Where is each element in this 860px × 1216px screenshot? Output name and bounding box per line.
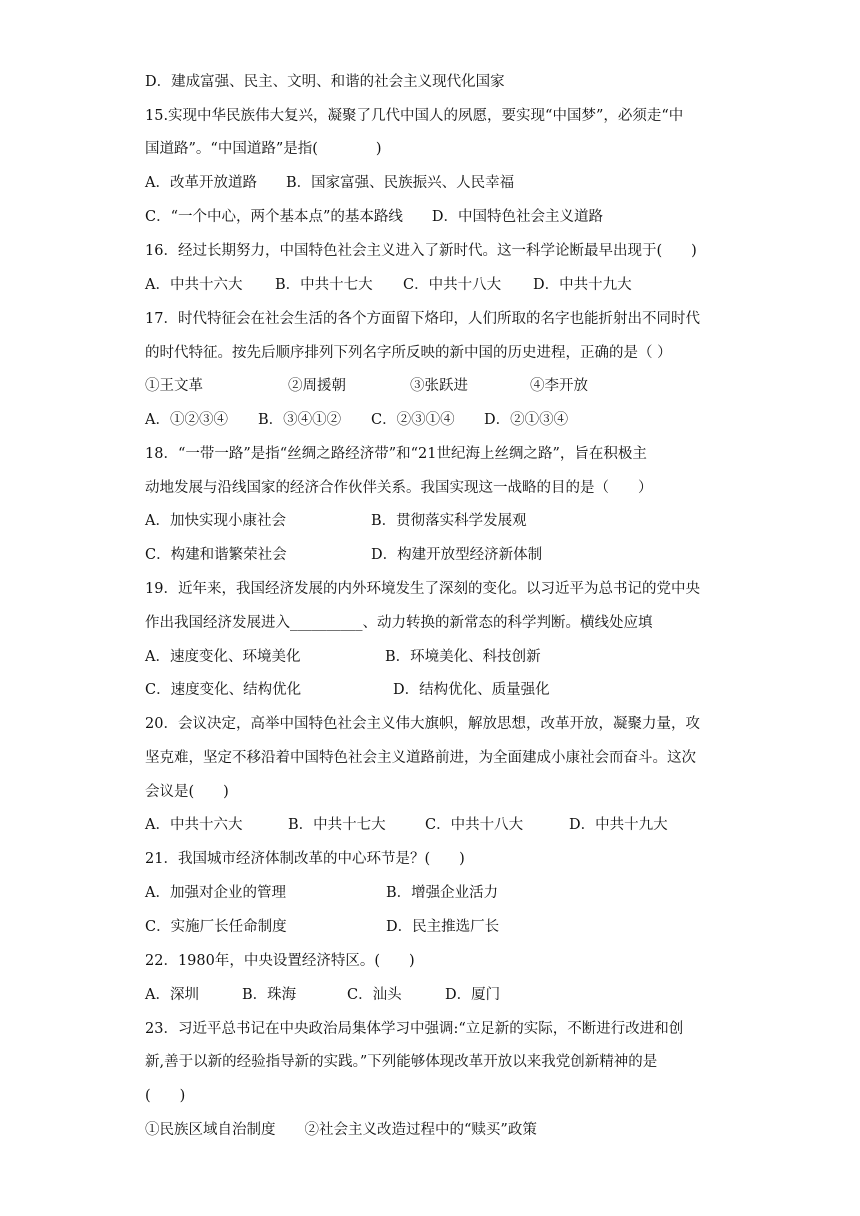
q18-option-d: D．构建开放型经济新体制: [371, 547, 543, 563]
q14-option-d: D．建成富强、民主、文明、和谐的社会主义现代化国家: [145, 74, 505, 90]
q18-options-row1: [145, 511, 728, 531]
q15-options-row2: C．“一个中心，两个基本点”的基本路线 D．中国特色社会主义道路: [145, 209, 604, 225]
q16-option-b: B．中共十七大: [275, 277, 373, 293]
q17-option-a: A．①②③④: [145, 412, 228, 428]
q20-option-d: D．中共十九大: [569, 817, 668, 833]
q17-option-d: D．②①③④: [484, 412, 569, 428]
q15-options-row1: A．改革开放道路 B．国家富强、民族振兴、人民幸福: [145, 175, 515, 191]
q15-stem-line1: 15.实现中华民族伟大复兴，凝聚了几代中国人的夙愿，要实现“中国梦”，必须走“中: [145, 108, 684, 124]
q20-option-a: A．中共十六大: [145, 817, 243, 833]
q21-options-row1: [145, 883, 728, 903]
q19-option-c: C．速度变化、结构优化: [145, 682, 302, 698]
q23-stem-line1: 23．习近平总书记在中央政治局集体学习中强调:“立足新的实际，不断进行改进和创: [145, 1021, 684, 1037]
q23-stem-line2: 新,善于以新的经验指导新的实践。”下列能够体现改革开放以来我党创新精神的是: [145, 1054, 658, 1070]
q18-option-a: A．加快实现小康社会: [145, 513, 286, 529]
q17-item-2: ②周援朝: [288, 378, 346, 394]
q20-option-b: B．中共十七大: [288, 817, 386, 833]
q19-option-a: A．速度变化、环境美化: [145, 649, 301, 665]
q18-stem-line1: 18．“一带一路”是指“丝绸之路经济带”和“21世纪海上丝绸之路”，旨在积极主: [145, 446, 647, 462]
q22-option-c: C．汕头: [347, 987, 402, 1003]
q16-stem: 16．经过长期努力，中国特色社会主义进入了新时代。这一科学论断最早出现于( ): [145, 243, 697, 259]
q17-option-b: B．③④①②: [258, 412, 342, 428]
q21-option-c: C．实施厂长任命制度: [145, 919, 287, 935]
q22-stem: 22．1980年，中央设置经济特区。( ): [145, 953, 415, 969]
q21-option-b: B．增强企业活力: [386, 885, 499, 901]
q19-option-b: B．环境美化、科技创新: [385, 649, 541, 665]
q20-option-c: C．中共十八大: [425, 817, 524, 833]
q22-option-b: B．珠海: [242, 987, 297, 1003]
q23-items-row1: ①民族区域自治制度 ②社会主义改造过程中的“赎买”政策: [145, 1122, 537, 1138]
q20-options: [145, 815, 728, 835]
q19-option-d: D．结构优化、质量强化: [393, 682, 550, 698]
q16-option-a: A．中共十六大: [145, 277, 243, 293]
q22-options: [145, 985, 728, 1005]
q16-option-d: D．中共十九大: [533, 277, 632, 293]
q16-option-c: C．中共十八大: [403, 277, 502, 293]
q15-stem-line2: 国道路”。“中国道路”是指( ): [145, 141, 382, 157]
q21-option-a: A．加强对企业的管理: [145, 885, 286, 901]
q20-stem-line2: 坚克难，坚定不移沿着中国特色社会主义道路前进，为全面建成小康社会而奋斗。这次: [145, 750, 696, 766]
q17-stem-line2: 的时代特征。按先后顺序排列下列名字所反映的新中国的历史进程，正确的是（ ）: [145, 345, 672, 361]
q21-option-d: D．民主推选厂长: [386, 919, 500, 935]
q16-options: [145, 275, 728, 295]
q21-options-row2: [145, 917, 728, 937]
q18-option-c: C．构建和谐繁荣社会: [145, 547, 287, 563]
q23-stem-line3: ( ): [145, 1088, 186, 1104]
q17-item-1: ①王文革: [145, 378, 203, 394]
q18-option-b: B．贯彻落实科学发展观: [371, 513, 527, 529]
q18-options-row2: [145, 545, 728, 565]
q21-stem: 21．我国城市经济体制改革的中心环节是？( ): [145, 851, 465, 867]
q17-option-c: C．②③①④: [371, 412, 455, 428]
q19-options-row1: [145, 647, 728, 667]
q17-stem-line1: 17．时代特征会在社会生活的各个方面留下烙印，人们所取的名字也能折射出不同时代: [145, 311, 700, 327]
q17-item-4: ④李开放: [530, 378, 588, 394]
q22-option-a: A．深圳: [145, 987, 199, 1003]
q17-items: [145, 376, 728, 396]
q20-stem-line1: 20．会议决定，高举中国特色社会主义伟大旗帜，解放思想，改革开放，凝聚力量，攻: [145, 716, 700, 732]
q22-option-d: D．厦门: [445, 987, 501, 1003]
q19-stem-line1: 19．近年来，我国经济发展的内外环境发生了深刻的变化。以习近平为总书记的党中央: [145, 581, 700, 597]
q20-stem-line3: 会议是( ): [145, 784, 229, 800]
q18-stem-line2: 动地发展与沿线国家的经济合作伙伴关系。我国实现这一战略的目的是（ ）: [145, 480, 653, 496]
q17-options: [145, 410, 728, 430]
q17-item-3: ③张跃进: [410, 378, 468, 394]
q19-stem-line2: 作出我国经济发展进入__________、动力转换的新常态的科学判断。横线处应填: [145, 615, 653, 631]
q19-options-row2: [145, 680, 728, 700]
